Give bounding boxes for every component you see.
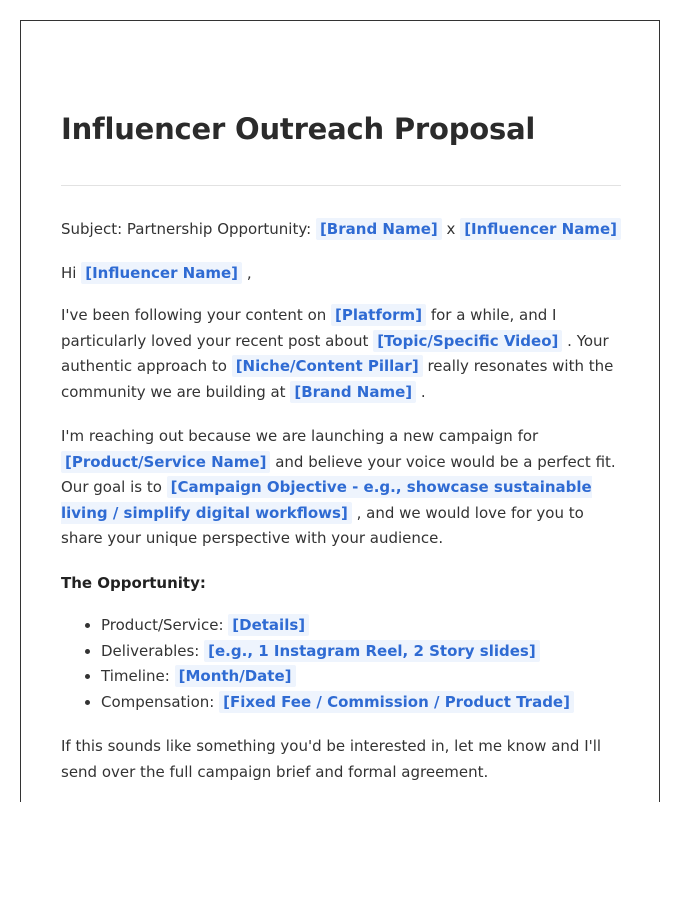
greeting-suffix: , — [246, 263, 252, 282]
placeholder-influencer-name: [Influencer Name] — [460, 218, 621, 240]
opportunity-list — [61, 613, 621, 715]
document-page — [20, 20, 660, 802]
document-content — [61, 109, 621, 785]
campaign-paragraph — [61, 424, 621, 552]
greeting-prefix: Hi — [61, 263, 77, 282]
list-item — [101, 664, 621, 690]
closing-paragraph: If this sounds like something you'd be interested in, let me know and I'll send over the full campaign brief and formal agreement. — [61, 737, 602, 781]
item-label: Timeline: — [101, 667, 170, 685]
subject-prefix: Subject: Partnership Opportunity: — [61, 220, 312, 238]
campaign-text-2: and believe your voice would be a perfect fit. Our goal is to — [61, 452, 616, 496]
placeholder-brand-name: [Brand Name] — [290, 381, 416, 403]
intro-text-4: really resonates with the community we are building at — [61, 357, 614, 401]
campaign-text-3: , and we would love for you to share your unique perspective with your audience. — [61, 503, 584, 547]
subject-line — [61, 217, 621, 243]
placeholder-product-name: [Product/Service Name] — [61, 451, 270, 473]
item-label: Product/Service: — [101, 616, 224, 634]
placeholder-deliverables: [e.g., 1 Instagram Reel, 2 Story slides] — [204, 640, 540, 662]
placeholder-topic: [Topic/Specific Video] — [373, 330, 562, 352]
list-item — [101, 690, 621, 716]
page-title: Influencer Outreach Proposal — [61, 112, 536, 146]
placeholder-platform: [Platform] — [331, 304, 426, 326]
greeting-line — [61, 261, 621, 287]
item-label: Compensation: — [101, 692, 215, 711]
list-item — [101, 639, 621, 665]
placeholder-brand-name: [Brand Name] — [316, 218, 442, 240]
intro-paragraph — [61, 303, 621, 405]
intro-text-3: . Your authentic approach to — [61, 331, 609, 375]
subject-separator: x — [446, 220, 456, 238]
item-label: Deliverables: — [101, 641, 200, 660]
placeholder-details: [Details] — [228, 614, 309, 636]
placeholder-niche: [Niche/Content Pillar] — [232, 355, 423, 377]
intro-text-2: for a while, and I particularly loved your recent post about — [61, 306, 557, 350]
placeholder-compensation: [Fixed Fee / Commission / Product Trade] — [219, 691, 574, 713]
placeholder-timeline: [Month/Date] — [175, 665, 296, 687]
opportunity-heading: The Opportunity: — [61, 573, 206, 592]
title-divider — [61, 185, 621, 186]
campaign-text-1: I'm reaching out because we are launching a new campaign for — [61, 427, 539, 445]
list-item — [101, 613, 621, 639]
placeholder-influencer-name: [Influencer Name] — [81, 262, 242, 284]
intro-text-1: I've been following your content on — [61, 306, 327, 324]
intro-text-5: . — [420, 382, 426, 401]
placeholder-campaign-objective: [Campaign Objective - e.g., showcase sustainable living / simplify digital workflows] — [61, 478, 592, 522]
